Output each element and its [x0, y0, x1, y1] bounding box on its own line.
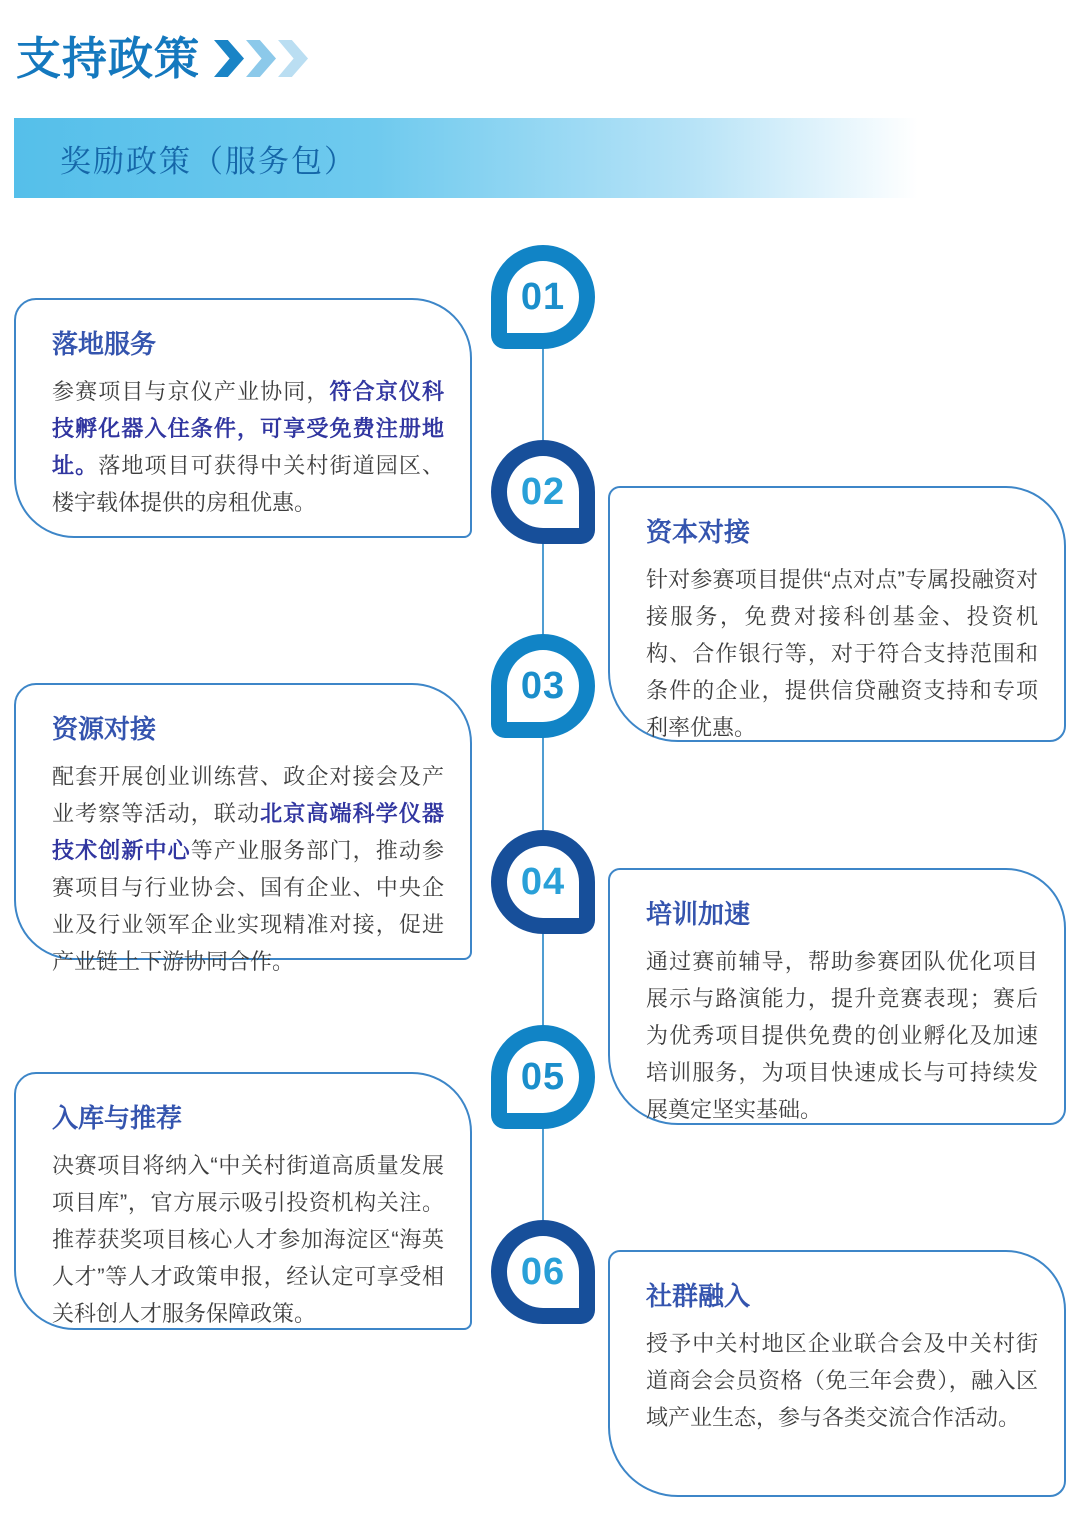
card-body: 授予中关村地区企业联合会及中关村街道商会会员资格（免三年会费），融入区域产业生态，参与各类交流合作活动。: [646, 1331, 1038, 1430]
timeline-pin-number: 06: [520, 1250, 566, 1293]
policy-card-resource-matching: [14, 683, 472, 974]
card-body: 通过赛前辅导，帮助参赛团队优化项目展示与路演能力，提升竞赛表现；赛后为优秀项目提供免费的创业孵化及加速培训服务，为项目快速成长与可持续发展奠定坚实基础。: [646, 949, 1038, 1122]
page-title: 支持政策: [16, 33, 201, 84]
highlighted-text: 符合京仪科技孵化器入住条件，可享受免费注册地址。: [52, 379, 444, 478]
card-title: 社群融入: [646, 1281, 751, 1311]
card-title: 培训加速: [646, 899, 751, 929]
card-body: 针对参赛项目提供“点对点”专属投融资对接服务，免费对接科创基金、投资机构、合作银行等，对于符合支持范围和条件的企业，提供信贷融资支持和专项利率优惠。: [646, 567, 1038, 740]
title-chevrons: [214, 40, 310, 77]
page-header: [16, 22, 310, 87]
card-title: 落地服务: [52, 329, 157, 359]
policy-card-landing-service: [14, 298, 472, 538]
timeline-pin-01: [491, 245, 595, 349]
section-banner-label: 奖励政策（服务包）: [60, 143, 357, 179]
timeline-pin-number: 01: [520, 275, 566, 318]
chevron-right-icon: [246, 40, 276, 77]
card-body: 配套开展创业训练营、政企对接会及产业考察等活动，联动北京高端科学仪器技术创新中心等产业服务部门，推动参赛项目与行业协会、国有企业、中央企业及行业领军企业实现精准对接，促进产业链上下游协同合作。: [52, 764, 444, 974]
chevron-right-icon: [278, 40, 308, 77]
card-title: 资本对接: [646, 517, 751, 547]
timeline-pin-number: 04: [520, 860, 566, 903]
card-body: 决赛项目将纳入“中关村街道高质量发展项目库”，官方展示吸引投资机构关注。推荐获奖项目核心人才参加海淀区“海英人才”等人才政策申报，经认定可享受相关科创人才服务保障政策。: [52, 1153, 444, 1326]
timeline-pin-05: [491, 1025, 595, 1129]
timeline-pin-02: [491, 440, 595, 544]
timeline-pin-04: [491, 830, 595, 934]
chevron-right-icon: [214, 40, 244, 77]
card-body: 参赛项目与京仪产业协同，符合京仪科技孵化器入住条件，可享受免费注册地址。落地项目可获得中关村街道园区、楼宇载体提供的房租优惠。: [52, 379, 444, 515]
timeline-pin-03: [491, 634, 595, 738]
section-banner: [14, 118, 918, 198]
timeline-pin-number: 03: [520, 664, 566, 707]
policy-card-training-acceleration: [608, 868, 1066, 1125]
timeline-pin-06: [491, 1220, 595, 1324]
policy-card-community-integration: [608, 1250, 1066, 1497]
highlighted-text: 北京高端科学仪器技术创新中心: [52, 801, 444, 863]
timeline-pin-number: 05: [520, 1055, 566, 1098]
policy-card-capital-matching: [608, 486, 1066, 742]
card-title: 入库与推荐: [52, 1103, 183, 1133]
timeline-pin-number: 02: [520, 470, 566, 513]
card-title: 资源对接: [52, 714, 157, 744]
policy-card-database-recommendation: [14, 1072, 472, 1330]
